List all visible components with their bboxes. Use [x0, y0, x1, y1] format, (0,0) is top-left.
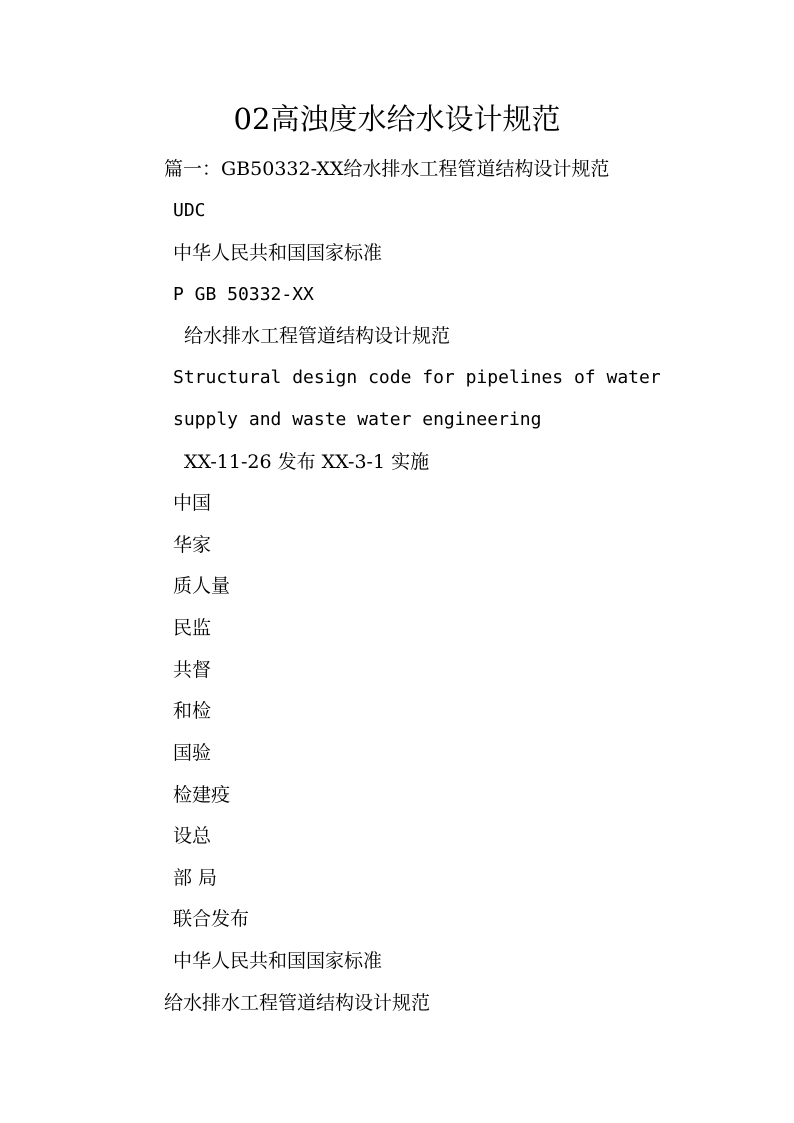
- issuer-line: 检建疫: [173, 784, 231, 806]
- issuer-line: 设总: [173, 825, 212, 847]
- issuer-line: 中国: [173, 492, 212, 514]
- issuer-line: 质人量: [173, 575, 231, 597]
- publication-dates: XX-11-26 发布 XX-3-1 实施: [184, 451, 430, 473]
- udc-label: UDC: [173, 200, 206, 221]
- standard-type: 中华人民共和国国家标准: [173, 242, 383, 264]
- issuer-line: 共督: [173, 659, 212, 681]
- standard-title-repeat: 给水排水工程管道结构设计规范: [164, 992, 431, 1014]
- issuer-line: 部 局: [173, 867, 218, 889]
- issuer-line: 和检: [173, 700, 212, 722]
- issuer-line: 国验: [173, 742, 212, 764]
- issuer-line: 民监: [173, 617, 212, 639]
- section-heading: 篇一：GB50332-XX给水排水工程管道结构设计规范: [164, 158, 610, 180]
- standard-title-en-line1: Structural design code for pipelines of water: [173, 367, 661, 388]
- standard-type-repeat: 中华人民共和国国家标准: [173, 950, 383, 972]
- standard-title-en-line2: supply and waste water engineering: [173, 409, 542, 430]
- standard-number: P GB 50332-XX: [173, 284, 314, 305]
- joint-release: 联合发布: [173, 908, 250, 930]
- issuer-line: 华家: [173, 534, 212, 556]
- document-title: 02高浊度水给水设计规范: [233, 102, 561, 136]
- standard-title-cn: 给水排水工程管道结构设计规范: [184, 325, 451, 347]
